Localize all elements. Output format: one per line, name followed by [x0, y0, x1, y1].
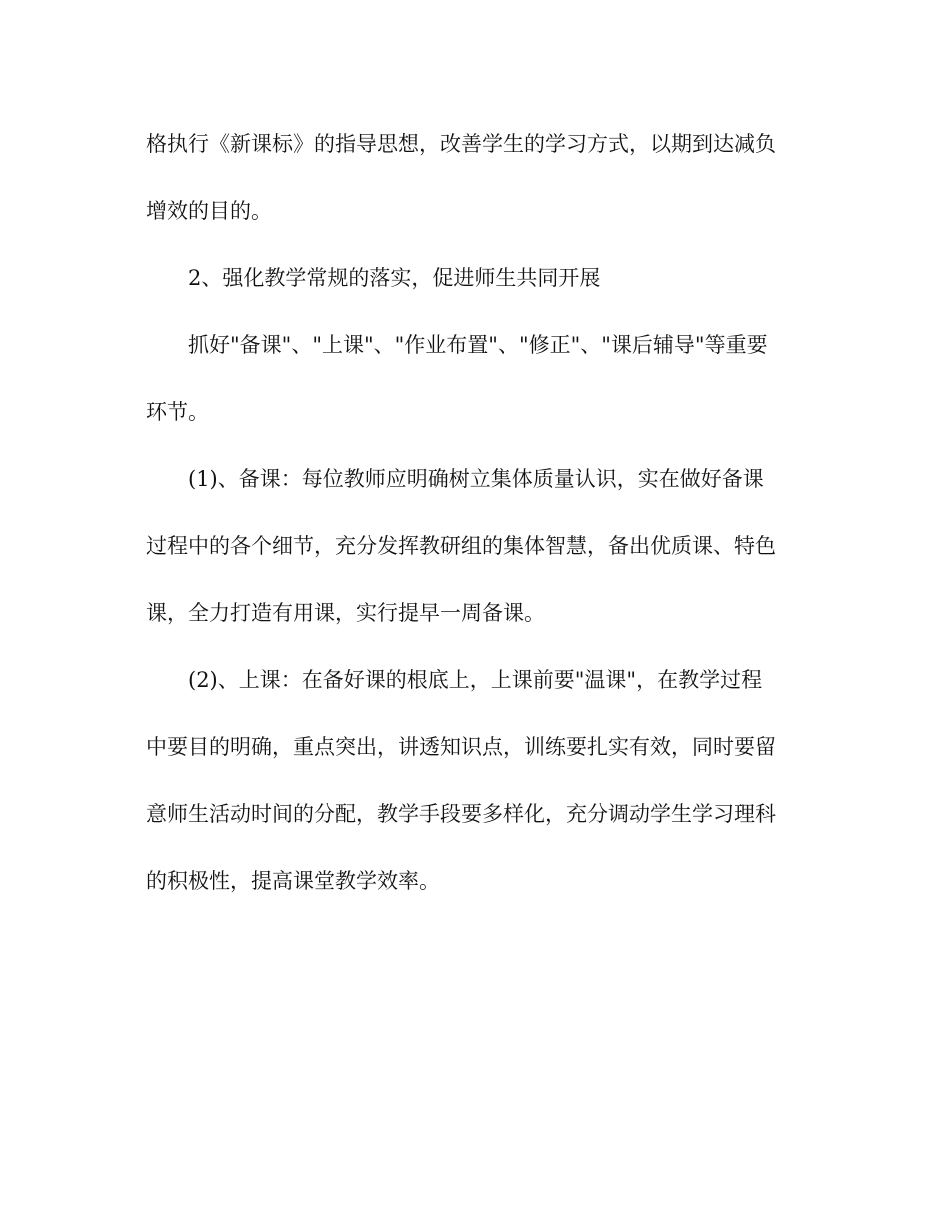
text-line-12: 的积极性，提高课堂教学效率。	[146, 869, 440, 893]
body-text	[146, 118, 810, 922]
item-lesson-prep: (1)、备课：每位教师应明确树立集体质量认识，实在做好备课	[188, 467, 764, 491]
text-line-2: 增效的目的。	[146, 199, 272, 223]
section-heading-2: 2、强化教学常规的落实，促进师生共同开展	[188, 266, 601, 290]
text-line-11: 意师生活动时间的分配，教学手段要多样化，充分调动学生学习理科	[146, 802, 776, 826]
text-line-8: 课，全力打造有用课，实行提早一周备课。	[146, 601, 545, 625]
text-line-1: 格执行《新课标》的指导思想，改善学生的学习方式，以期到达减负	[146, 132, 776, 156]
item-class-teaching: (2)、上课：在备好课的根底上，上课前要"温课"，在教学过程	[188, 668, 763, 692]
text-line-5: 环节。	[146, 400, 209, 424]
text-line-7: 过程中的各个细节，充分发挥教研组的集体智慧，备出优质课、特色	[146, 534, 776, 558]
text-line-10: 中要目的明确，重点突出，讲透知识点，训练要扎实有效，同时要留	[146, 735, 776, 759]
text-line-4: 抓好"备课"、"上课"、"作业布置"、"修正"、"课后辅导"等重要	[188, 333, 768, 357]
